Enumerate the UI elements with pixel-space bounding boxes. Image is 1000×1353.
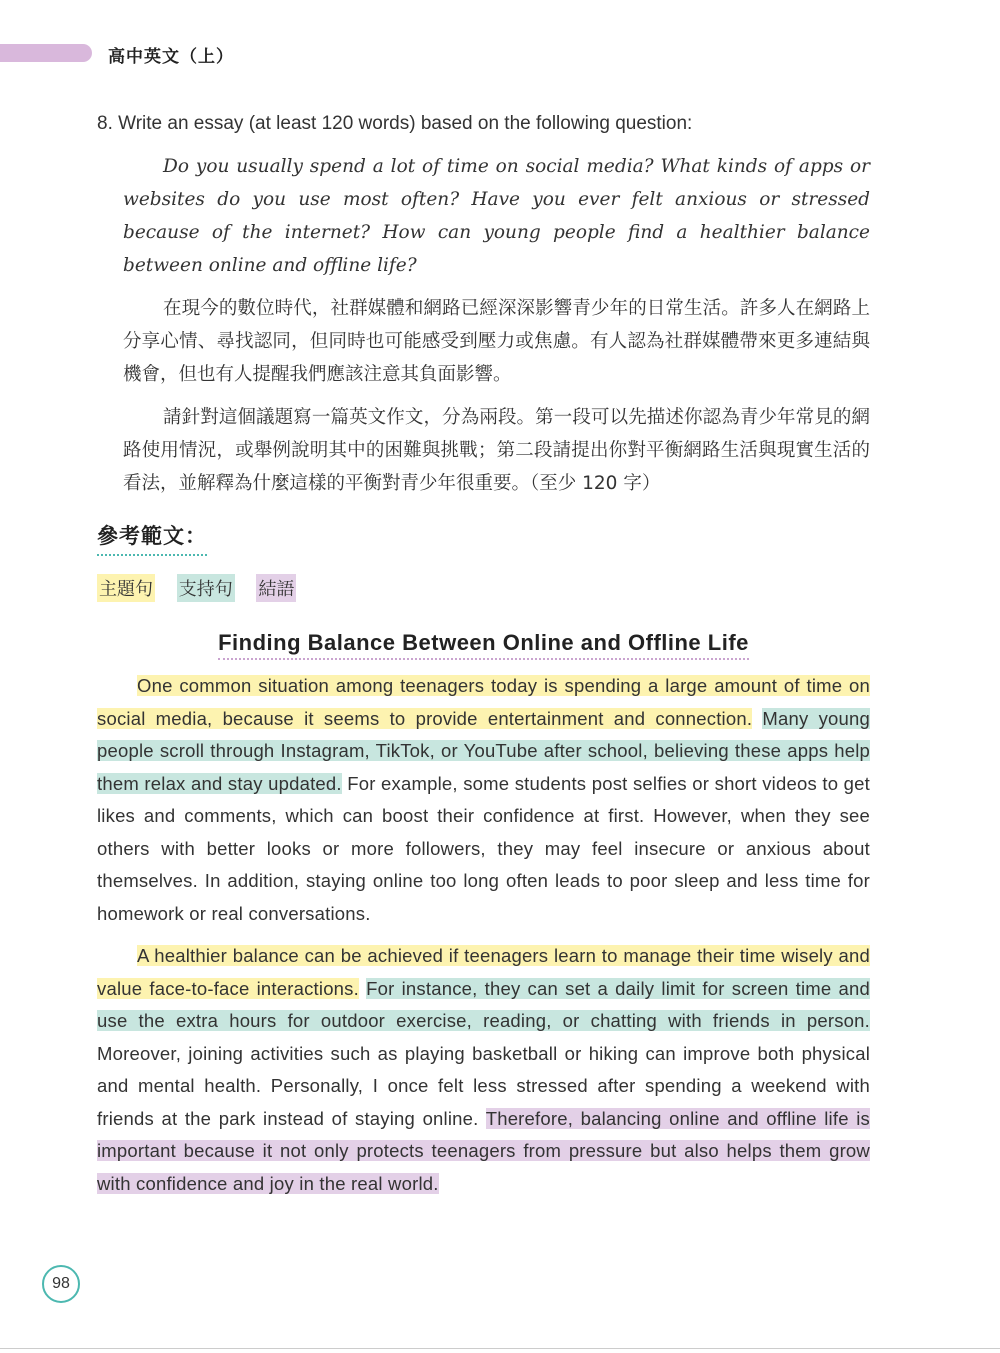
question-instruction: 8. Write an essay (at least 120 words) based on the following question: bbox=[97, 113, 693, 134]
p2-supporting-sentence: For instance, they can set a daily limit for screen time and use the extra hours for outdoor exercise, reading, or chatting with friends in person. bbox=[97, 977, 870, 1031]
essay-title bbox=[97, 630, 870, 656]
question-instructions-zh: 請針對這個議題寫一篇英文作文，分為兩段。第一段可以先描述你認為青少年常見的網路使用情況，或舉例說明其中的困難與挑戰；第二段請提出你對平衡網路生活與現實生活的看法，並解釋為什麼這樣的平衡對青少年很重要。（至少 120 字） bbox=[123, 407, 870, 494]
essay-title-text: Finding Balance Between Online and Offline Life bbox=[218, 630, 749, 660]
p2-body: Moreover, joining activities such as playing basketball or hiking can improve both physical and mental health. Personally, I once felt less stressed after spending a weekend with friends at the park instead of staying online. bbox=[97, 1042, 870, 1129]
highlight-legend bbox=[97, 574, 870, 602]
page-number: 98 bbox=[42, 1265, 80, 1303]
legend-conclusion: 結語 bbox=[256, 574, 296, 602]
p1-body: For example, some students post selfies or short videos to get likes and comments, which can boost their confidence at first. However, when they see others with better looks or more followers, they may feel insecure or anxious about themselves. In addition, staying online too long often leads to poor sleep and less time for homework or real conversations. bbox=[97, 772, 870, 924]
bottom-divider bbox=[0, 1348, 1000, 1349]
essay-paragraph-2 bbox=[97, 940, 870, 1200]
question-prompt: Do you usually spend a lot of time on social media? What kinds of apps or websites do you use most often? Have you ever felt anxious or stressed because of the internet? How can young people find a healthier balance between online and offline life? bbox=[123, 156, 870, 276]
p2-conclusion: Therefore, balancing online and offline life is important because it not only protects teenagers from pressure but also helps them grow with confidence and joy in the real world. bbox=[97, 1107, 870, 1194]
header-accent-bar bbox=[0, 44, 92, 62]
book-title: 高中英文（上） bbox=[108, 47, 234, 67]
legend-supporting-sentence: 支持句 bbox=[177, 574, 235, 602]
p1-supporting-sentence: Many young people scroll through Instagram, TikTok, or YouTube after school, believing these apps help them relax and stay updated. bbox=[97, 707, 870, 794]
p1-topic-sentence: One common situation among teenagers today is spending a large amount of time on social media, because it seems to provide entertainment and connection. bbox=[97, 675, 870, 729]
page-content bbox=[97, 108, 870, 1200]
p2-topic-sentence: A healthier balance can be achieved if teenagers learn to manage their time wisely and value face-to-face interactions. bbox=[97, 945, 870, 999]
essay-paragraph-1 bbox=[97, 670, 870, 930]
question-context-zh: 在現今的數位時代，社群媒體和網路已經深深影響青少年的日常生活。許多人在網路上分享心情、尋找認同，但同時也可能感受到壓力或焦慮。有人認為社群媒體帶來更多連結與機會，但也有人提醒我們應該注意其負面影響。 bbox=[123, 298, 870, 385]
legend-topic-sentence: 主題句 bbox=[97, 574, 155, 602]
reference-essay-heading: 參考範文： bbox=[97, 520, 207, 556]
